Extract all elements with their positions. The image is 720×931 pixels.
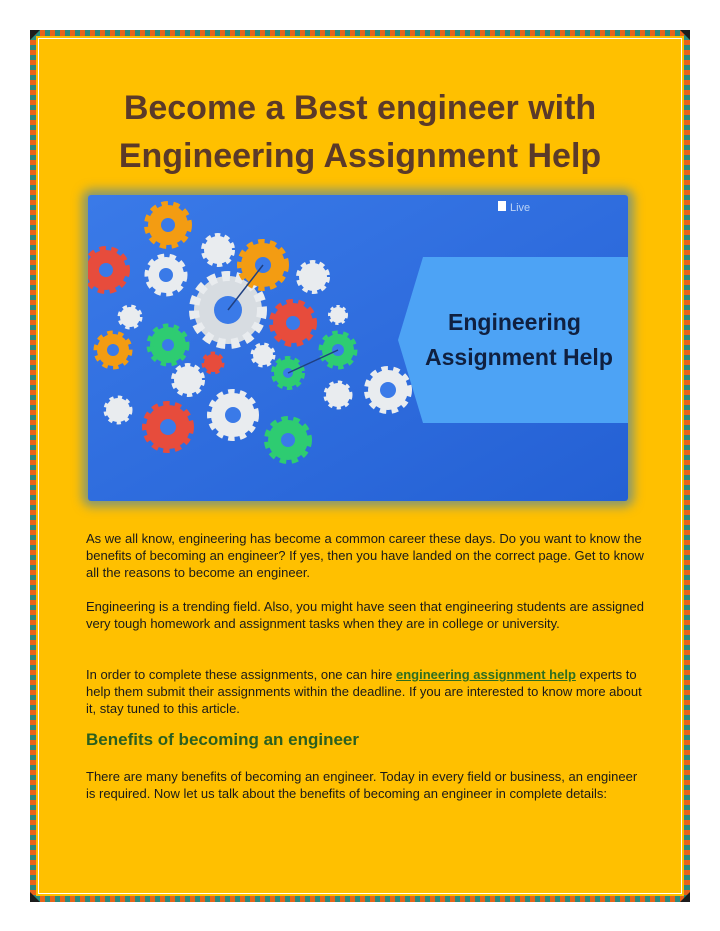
- paragraph-benefits: There are many benefits of becoming an engineer. Today in every field or business, an engineer is required. Now let us talk about the benefits of becoming an engineer in complete details:: [86, 769, 638, 801]
- decorative-border-left: [30, 30, 36, 902]
- logo-text: Live: [510, 202, 531, 214]
- document-title: [70, 84, 650, 180]
- corner-ornament: [30, 892, 40, 902]
- decorative-border-bottom: [30, 896, 690, 902]
- banner-line-2: Assignment Help: [425, 344, 613, 370]
- engineering-assignment-help-link[interactable]: engineering assignment help: [396, 667, 576, 682]
- paragraph-assignment-help: [86, 666, 646, 717]
- banner-line-1: Engineering: [448, 309, 581, 335]
- paragraph-3-after: experts to help them submit their assignments within the deadline. If you are interested to know more about it, stay tuned to this article.: [86, 667, 642, 716]
- banner-shape: [398, 257, 628, 423]
- corner-ornament: [30, 30, 40, 40]
- paragraph-3-before: In order to complete these assignments, one can hire: [86, 667, 397, 682]
- paragraph-trending: Engineering is a trending field. Also, you might have seen that engineering students are assigned very tough homework and assignment tasks when they are in college or university.: [86, 599, 644, 631]
- section-heading-benefits: Benefits of becoming an engineer: [86, 730, 359, 749]
- decorative-border-right: [684, 30, 690, 902]
- hero-image: [88, 195, 628, 501]
- document-page: [30, 30, 690, 902]
- decorative-border-top: [30, 30, 690, 36]
- title-line-2: Engineering Assignment Help: [118, 137, 602, 175]
- corner-ornament: [680, 30, 690, 40]
- paragraph-intro: As we all know, engineering has become a common career these days. Do you want to know the benefits of becoming an engineer? If yes, then you have landed on the correct page. Get to know all the reasons to become an engineer.: [86, 531, 644, 580]
- title-line-1: Become a Best engineer with: [123, 89, 597, 127]
- corner-ornament: [680, 892, 690, 902]
